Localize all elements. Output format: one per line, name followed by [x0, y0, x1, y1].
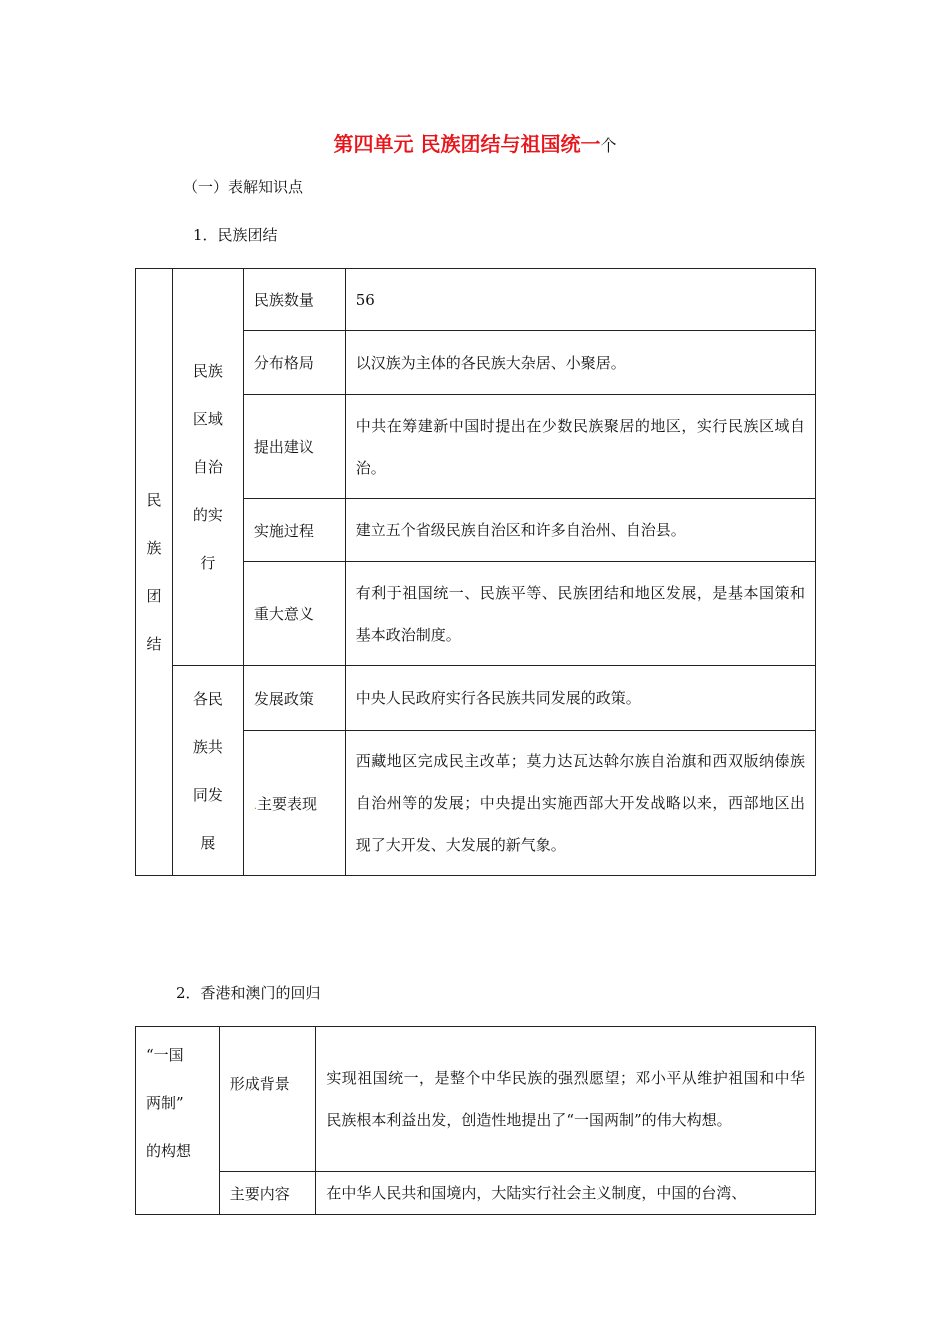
row-content: 以汉族为主体的各民族大杂居、小聚居。: [345, 331, 815, 395]
regional-autonomy-group-cell: [172, 269, 243, 666]
outer-label-char: 族: [146, 539, 162, 557]
group-label-line: 同发: [192, 785, 223, 804]
row-content: 中共在筹建新中国时提出在少数民族聚居的地区，实行民族区域自治。: [345, 395, 815, 499]
row-label-text: 主要表现: [257, 794, 318, 813]
group-label-line: 自治: [192, 458, 223, 476]
subsection-heading-ethnic-unity: 1．民族团结: [193, 226, 278, 244]
row-content: 实现祖国统一，是整个中华民族的强烈愿望；邓小平从维护祖国和中华民族根本利益出发，创造性地提出了“一国两制”的伟大构想。: [316, 1027, 816, 1172]
page-title: [0, 128, 950, 157]
page-title-main: 第四单元 民族团结与祖国统一: [333, 132, 601, 156]
row-label: 民族数量: [243, 269, 345, 331]
row-label: 提出建议: [243, 395, 345, 499]
group-label-line: 区域: [192, 410, 223, 428]
group-label-line: 展: [200, 833, 216, 852]
dot-mark: .: [253, 800, 258, 812]
group-label-line: 行: [200, 554, 216, 572]
page-title-tail: 个: [600, 136, 617, 155]
outer-label-char: 结: [146, 635, 162, 653]
row-label: 重大意义: [243, 562, 345, 666]
table-row: [136, 269, 816, 331]
table-row: [136, 1172, 816, 1215]
row-content: 西藏地区完成民主改革；莫力达瓦达斡尔族自治旗和西双版纳傣族自治州等的发展；中央提出实施西部大开发战略以来，西部地区出现了大开发、大发展的新气象。: [345, 731, 815, 876]
row-label: 发展政策: [243, 666, 345, 731]
row-label: 实施过程: [243, 499, 345, 562]
row-content: 建立五个省级民族自治区和许多自治州、自治县。: [345, 499, 815, 562]
row-label: 分布格局: [243, 331, 345, 395]
row-label: 形成背景: [219, 1027, 316, 1172]
row-content: 中央人民政府实行各民族共同发展的政策。: [345, 666, 815, 731]
row-label: 主要内容: [219, 1172, 316, 1215]
ethnic-unity-outer-cell: [136, 269, 173, 876]
group-label-line: 族共: [192, 737, 223, 756]
subsection-heading-hk-macau: 2．香港和澳门的回归: [176, 984, 321, 1002]
row-content: 56: [345, 269, 815, 331]
group-label-line: 的实: [192, 506, 223, 524]
outer-label-char: 民: [146, 491, 162, 509]
row-content: 在中华人民共和国境内，大陆实行社会主义制度，中国的台湾、: [316, 1172, 816, 1215]
row-label: [243, 731, 345, 876]
outer-label-line: 两制”: [146, 1094, 184, 1112]
outer-label-line: “一国: [146, 1046, 184, 1064]
table-row: [136, 1027, 816, 1172]
table-row: [136, 666, 816, 731]
group-label-line: 各民: [192, 689, 223, 708]
section-heading: （一）表解知识点: [183, 178, 304, 196]
ethnic-unity-table: [135, 268, 816, 876]
outer-label-line: 的构想: [146, 1142, 192, 1160]
hk-macau-table: [135, 1026, 816, 1215]
group-label-line: 民族: [192, 362, 223, 380]
row-content: 有利于祖国统一、民族平等、民族团结和地区发展，是基本国策和基本政治制度。: [345, 562, 815, 666]
one-country-two-systems-cell: [136, 1027, 220, 1215]
common-development-group-cell: [172, 666, 243, 876]
outer-label-char: 团: [146, 587, 162, 605]
